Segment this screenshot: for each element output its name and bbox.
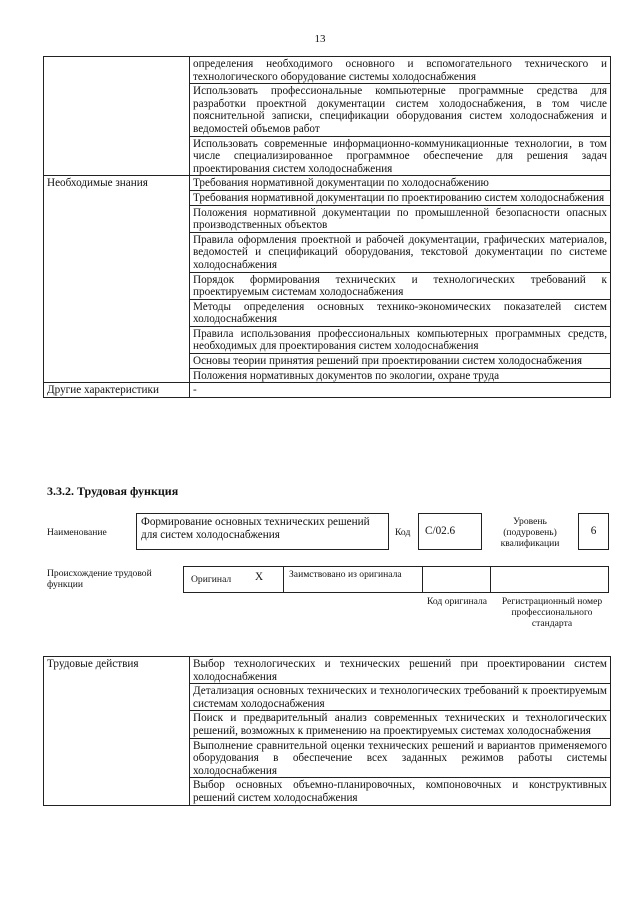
code-original-caption: Код оригинала — [426, 596, 488, 607]
row-label-knowledge: Необходимые знания — [44, 176, 190, 383]
table-row — [44, 657, 611, 684]
table-cell: Положения нормативных документов по экологии, охране труда — [190, 368, 611, 383]
table-row — [44, 176, 611, 191]
table-row — [44, 57, 611, 84]
table-cell: Выполнение сравнительной оценки технических решений и вариантов применяемого оборудования в обеспечение всех заданных режимов работы системы холодоснабжения — [190, 738, 611, 778]
divider — [490, 566, 491, 593]
page-number: 13 — [314, 33, 326, 45]
table-cell: Правила оформления проектной и рабочей документации, графических материалов, ведомостей и спецификаций оборудования, текстовой документации по системе холодоснабжения — [190, 232, 611, 272]
code-label: Код — [395, 527, 411, 538]
table-cell: Использовать профессиональные компьютерные программные средства для разработки проектной документации систем холодоснабжения, в том числе пояснительной записки, спецификации оборудования систем холодоснабжения и ведомостей объемов работ — [190, 84, 611, 136]
divider — [422, 566, 423, 593]
table-cell: Требования нормативной документации по холодоснабжению — [190, 176, 611, 191]
labor-actions-table — [43, 656, 611, 806]
table-cell: Использовать современные информационно-коммуникационные технологии, в том числе специализированное программное обеспечение для решения задач проектирования систем холодоснабжения — [190, 136, 611, 176]
table-cell: Методы определения основных технико-экономических показателей систем холодоснабжения — [190, 299, 611, 326]
table-row — [44, 383, 611, 398]
original-mark: X — [255, 571, 264, 583]
table-cell: - — [190, 383, 611, 398]
skills-knowledge-table — [43, 56, 611, 398]
level-label: Уровень (подуровень) квалификации — [500, 516, 560, 549]
table-cell: Порядок формирования технических и технологических требований к проектируемым системам холодоснабжения — [190, 272, 611, 299]
divider — [283, 566, 284, 593]
table-cell: Выбор основных объемно-планировочных, компоновочных и конструктивных решений систем холодоснабжения — [190, 778, 611, 805]
origin-label: Происхождение трудовой функции — [47, 568, 152, 590]
original-label: Оригинал — [191, 574, 232, 585]
table-cell: Поиск и предварительный анализ современных технических и технологических решений, возможных к применению на проектируемых системах холодоснабжения — [190, 711, 611, 738]
table-cell: Требования нормативной документации по проектированию систем холодоснабжения — [190, 190, 611, 205]
row-label-labor-actions: Трудовые действия — [44, 657, 190, 806]
registration-number-caption: Регистрационный номер профессионального стандарта — [501, 596, 603, 629]
table-cell: Детализация основных технических и технологических требований к проектируемым системам холодоснабжения — [190, 684, 611, 711]
table-cell: Положения нормативной документации по промышленной безопасности опасных производственных объектов — [190, 205, 611, 232]
section-heading: 3.3.2. Трудовая функция — [47, 484, 179, 498]
code-box: C/02.6 — [418, 513, 482, 550]
table-cell: Выбор технологических и технических решений при проектировании систем холодоснабжения — [190, 657, 611, 684]
level-box: 6 — [578, 513, 609, 550]
name-label: Наименование — [47, 527, 107, 538]
table-cell: Основы теории принятия решений при проектировании систем холодоснабжения — [190, 354, 611, 369]
row-label-empty — [44, 57, 190, 176]
table-cell: Правила использования профессиональных компьютерных программных средств, необходимых для проектирования систем холодоснабжения — [190, 326, 611, 353]
table-cell: определения необходимого основного и вспомогательного технического и технологического оборудование системы холодоснабжения — [190, 57, 611, 84]
borrowed-label: Заимствовано из оригинала — [289, 569, 402, 580]
function-name-box: Формирование основных технических решений для систем холодоснабжения — [136, 513, 389, 550]
row-label-other: Другие характеристики — [44, 383, 190, 398]
